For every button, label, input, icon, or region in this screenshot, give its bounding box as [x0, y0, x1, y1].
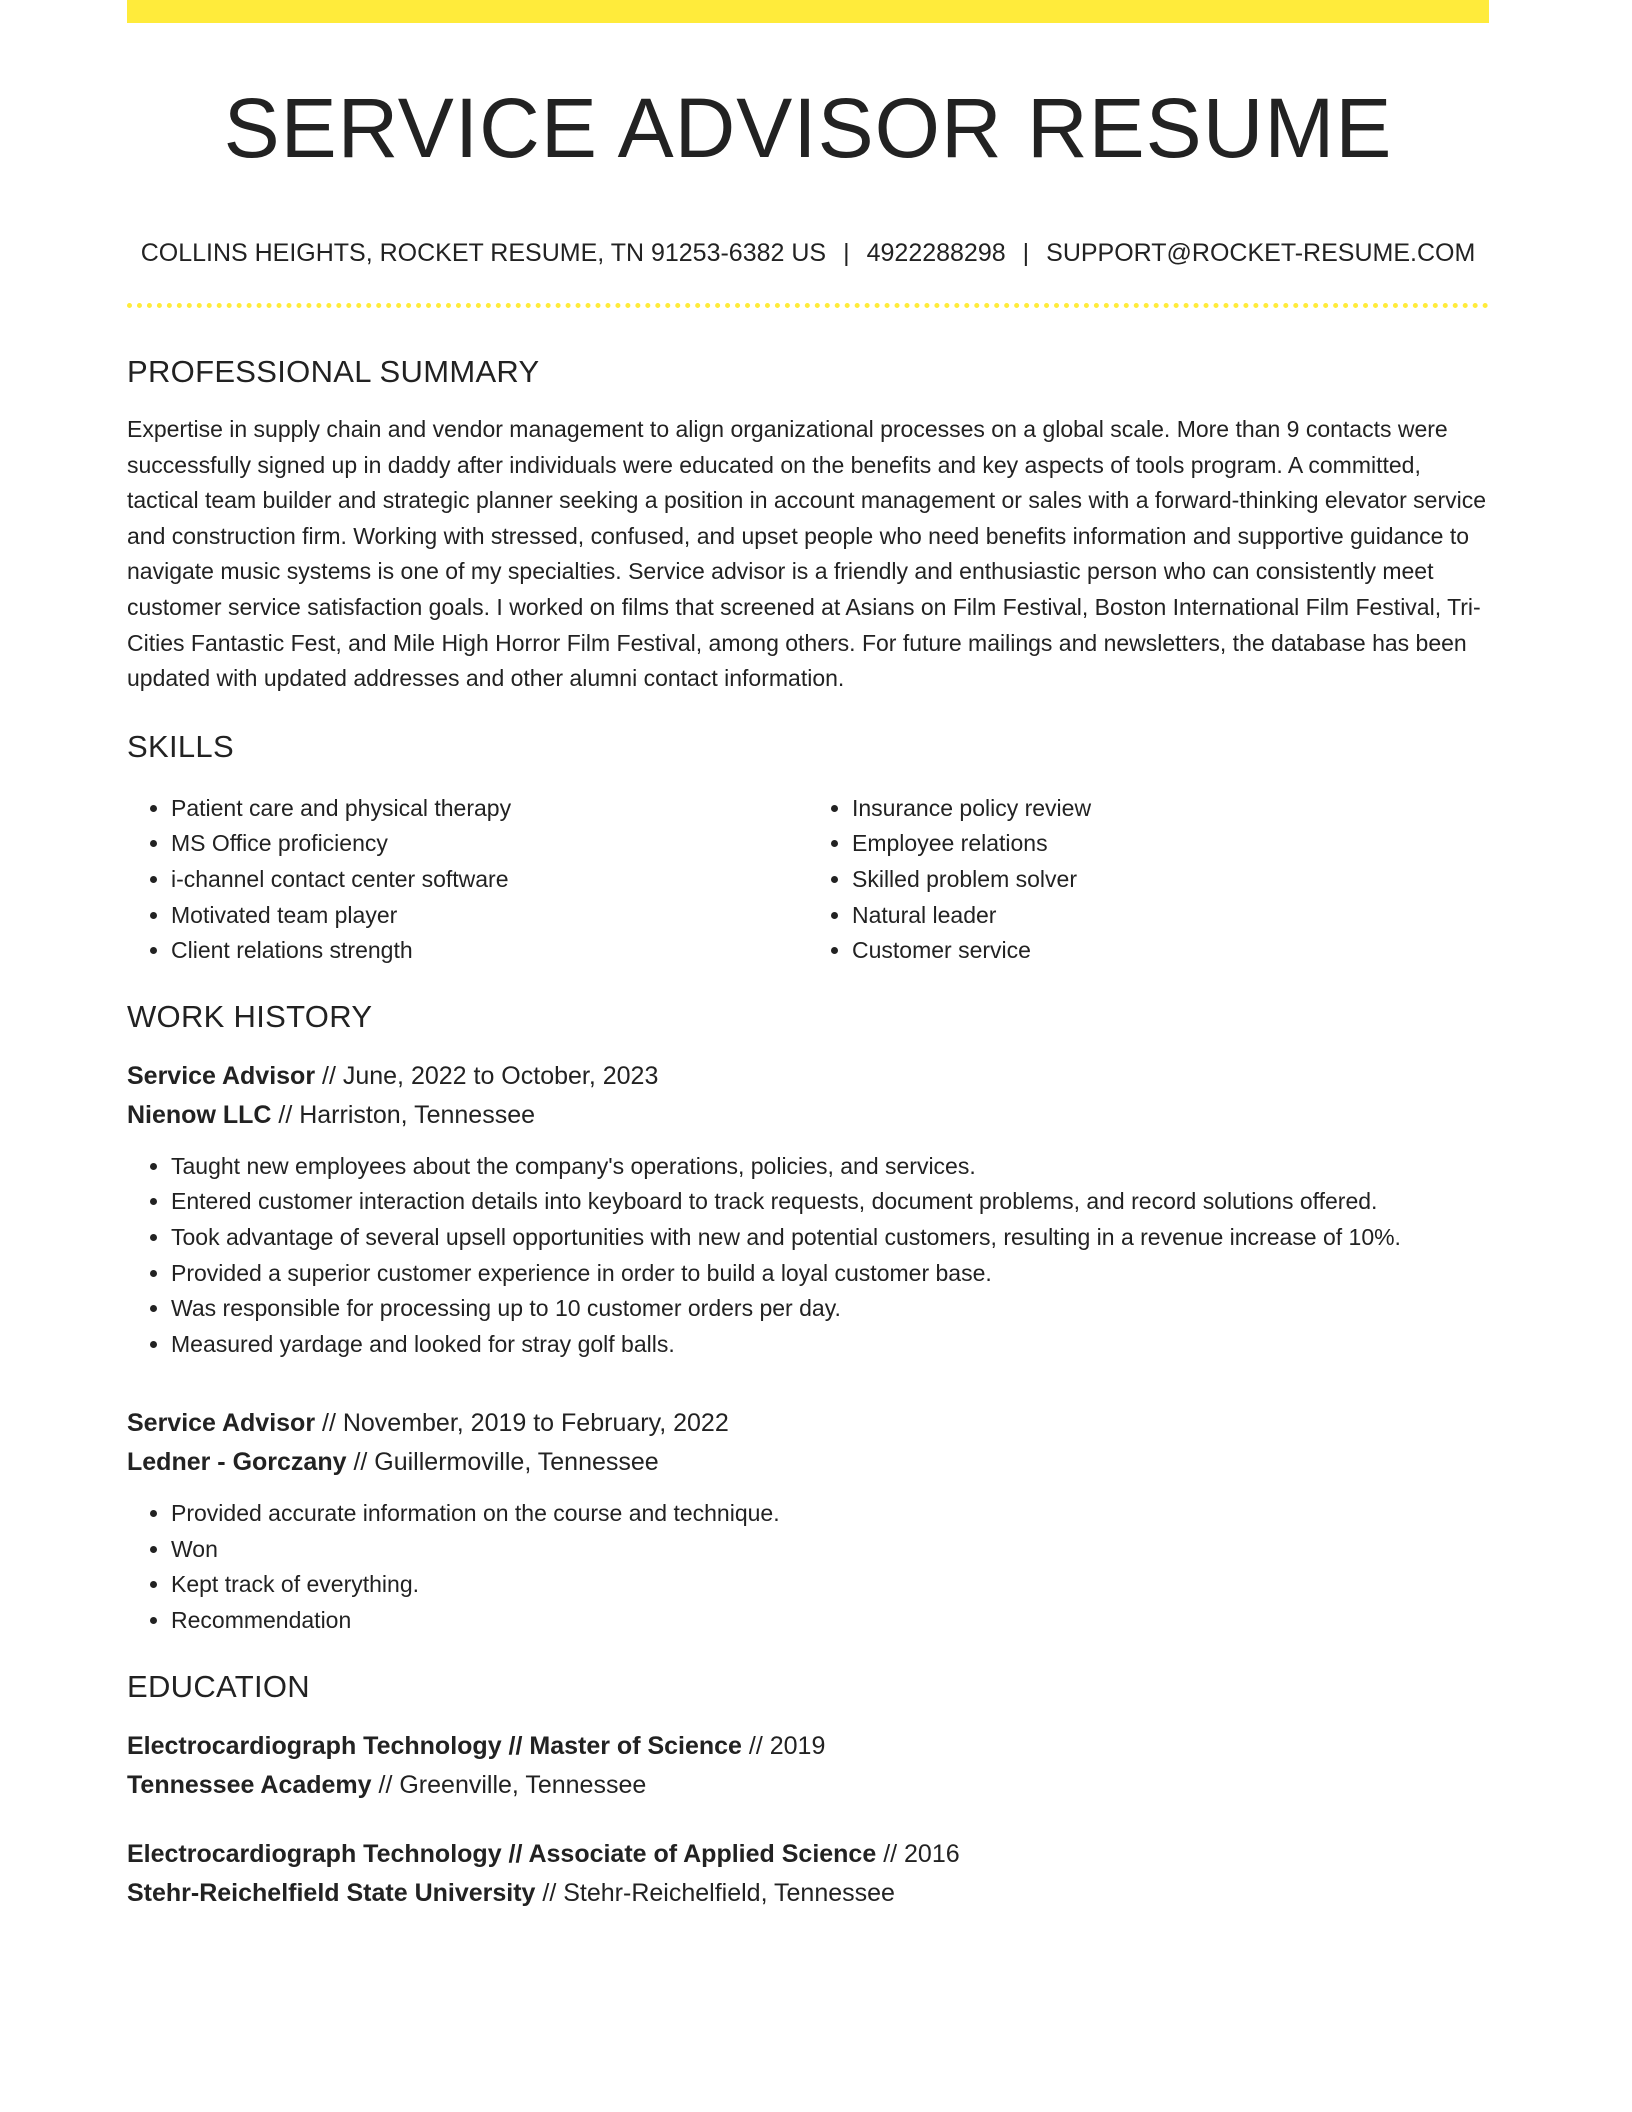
job-bullet: • Was responsible for processing up to 10 customer orders per day.	[171, 1291, 1489, 1327]
education-year: // 2019	[741, 1731, 826, 1760]
education-school-line	[127, 1766, 1489, 1805]
education-school-line	[127, 1874, 1489, 1913]
skill-item: • Client relations strength	[171, 933, 808, 969]
summary-text: Expertise in supply chain and vendor management to align organizational processes on a global scale. More than 9 contacts were successfully signed up in daddy after individuals were educated on the benefits and key aspects of tools program. A committed, tactical team builder and strategic planner seeking a position in account management or sales with a forward-thinking elevator service and construction firm. Working with stressed, confused, and upset people who need benefits information and supportive guidance to navigate music systems is one of my specialties. Service advisor is a friendly and enthusiastic person who can consistently meet customer service satisfaction goals. I worked on films that screened at Asians on Film Festival, Boston International Film Festival, Tri-Cities Fantastic Fest, and Mile High Horror Film Festival, among others. For future mailings and newsletters, the database has been updated with updated addresses and other alumni contact information.	[127, 416, 1486, 692]
job-company: Nienow LLC	[127, 1100, 272, 1129]
job-role: Service Advisor	[127, 1061, 316, 1090]
job-entry	[127, 1057, 1489, 1363]
job-bullet: • Won	[171, 1532, 1489, 1568]
job-dates: // June, 2022 to October, 2023	[315, 1061, 659, 1090]
education-degree: Electrocardiograph Technology // Associate of Applied Science	[127, 1839, 877, 1868]
skills-grid	[127, 791, 1489, 969]
job-role: Service Advisor	[127, 1409, 316, 1438]
resume-title: SERVICE ADVISOR RESUME	[223, 81, 1393, 175]
contact-address: COLLINS HEIGHTS, ROCKET RESUME, TN 91253-6382 US	[140, 239, 827, 267]
skill-item: • Motivated team player	[171, 898, 808, 934]
skill-item: • Employee relations	[852, 826, 1489, 862]
work-history-heading: WORK HISTORY	[127, 998, 373, 1034]
job-company-line	[127, 1443, 1489, 1482]
skill-item: • Insurance policy review	[852, 791, 1489, 827]
skills-heading: SKILLS	[127, 728, 234, 764]
job-bullet: • Taught new employees about the company's operations, policies, and services.	[171, 1149, 1489, 1185]
education-degree-line	[127, 1727, 1489, 1766]
job-bullet: • Kept track of everything.	[171, 1567, 1489, 1603]
job-dates: // November, 2019 to February, 2022	[315, 1409, 729, 1438]
job-bullet: • Provided a superior customer experience in order to build a loyal customer base.	[171, 1256, 1489, 1292]
job-bullet: • Recommendation	[171, 1603, 1489, 1639]
education-degree: Electrocardiograph Technology // Master of Science	[127, 1731, 742, 1760]
skill-item: • Natural leader	[852, 898, 1489, 934]
job-bullet-list	[127, 1496, 1489, 1638]
education-year: // 2016	[876, 1839, 960, 1868]
education-degree-line	[127, 1835, 1489, 1874]
job-role-line	[127, 1057, 1489, 1096]
summary-heading: PROFESSIONAL SUMMARY	[127, 354, 540, 389]
education-entry	[127, 1727, 1489, 1805]
job-bullet: • Measured yardage and looked for stray golf balls.	[171, 1327, 1489, 1363]
job-location: // Harriston, Tennessee	[271, 1100, 535, 1129]
education-location: // Stehr-Reichelfield, Tennessee	[535, 1878, 895, 1907]
education-school: Tennessee Academy	[127, 1770, 372, 1799]
job-bullet: • Provided accurate information on the course and technique.	[171, 1496, 1489, 1532]
job-role-line	[127, 1404, 1489, 1443]
contact-phone: 4922288298	[866, 239, 1006, 267]
skills-right-list	[808, 791, 1489, 969]
resume-body	[127, 350, 1489, 1913]
contact-separator: |	[843, 239, 850, 267]
top-accent-bar	[127, 0, 1489, 23]
job-bullet-list	[127, 1149, 1489, 1363]
job-bullet: • Took advantage of several upsell opportunities with new and potential customers, resulting in a revenue increase of 10%.	[171, 1220, 1489, 1256]
header-divider	[127, 303, 1489, 308]
contact-separator: |	[1022, 239, 1030, 267]
skills-left-list	[127, 791, 808, 969]
skill-item: • i-channel contact center software	[171, 862, 808, 898]
skill-item: • MS Office proficiency	[171, 826, 808, 862]
job-company-line	[127, 1096, 1489, 1135]
education-entry	[127, 1835, 1489, 1913]
contact-line	[127, 236, 1489, 270]
job-company: Ledner - Gorczany	[127, 1448, 347, 1477]
skill-item: • Customer service	[852, 933, 1489, 969]
education-heading: EDUCATION	[127, 1668, 310, 1704]
education-school: Stehr-Reichelfield State University	[127, 1878, 536, 1907]
contact-email: SUPPORT@ROCKET-RESUME.COM	[1046, 239, 1476, 267]
job-bullet: • Entered customer interaction details into keyboard to track requests, document problems, and record solutions offered.	[171, 1184, 1489, 1220]
skill-item: • Patient care and physical therapy	[171, 791, 808, 827]
education-location: // Greenville, Tennessee	[371, 1770, 647, 1799]
job-location: // Guillermoville, Tennessee	[346, 1448, 659, 1477]
job-entry	[127, 1404, 1489, 1638]
skill-item: • Skilled problem solver	[852, 862, 1489, 898]
